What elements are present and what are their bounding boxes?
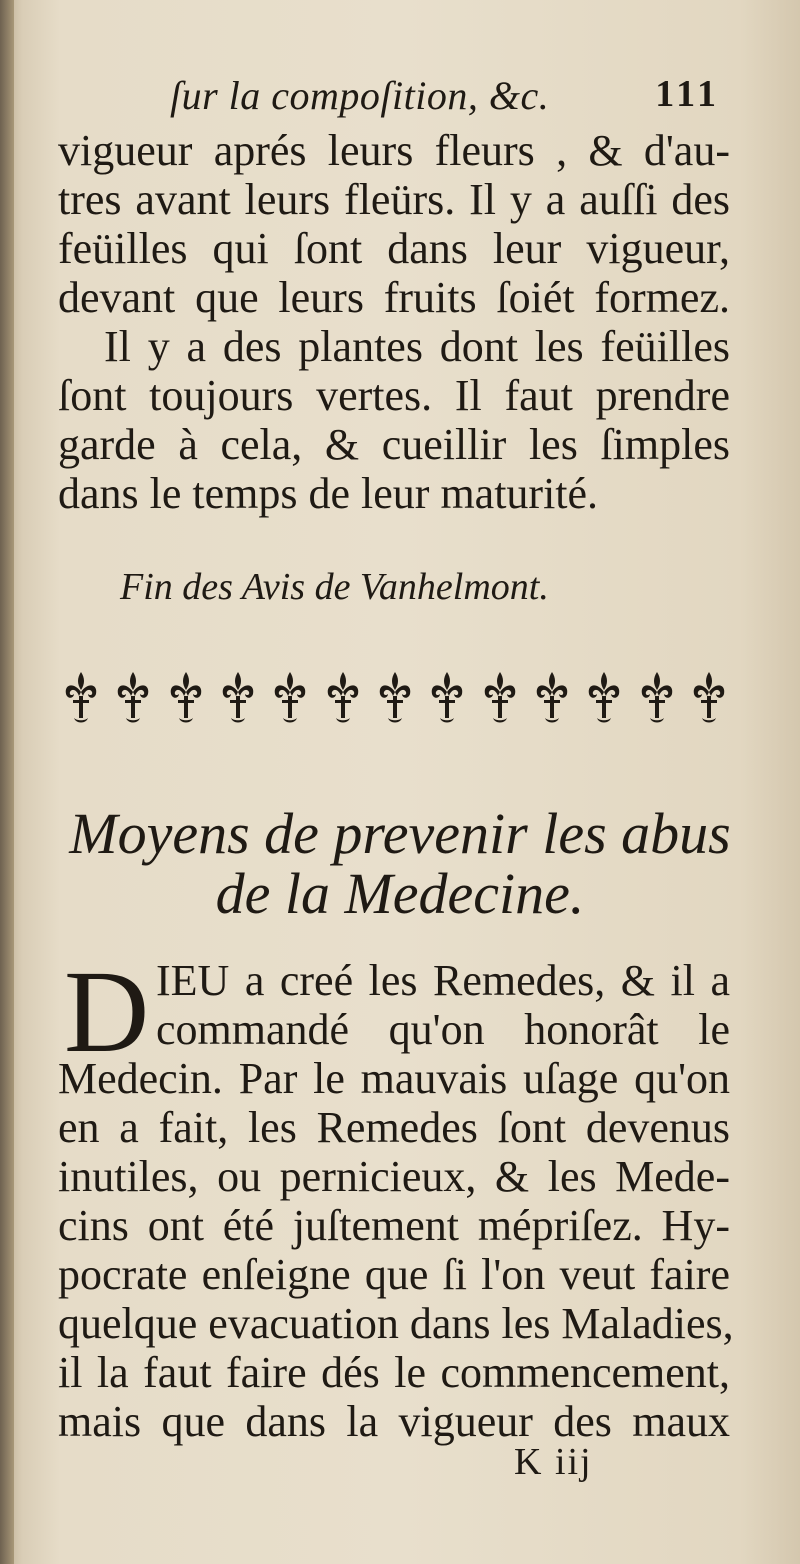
fleur-de-lis-icon	[374, 666, 416, 730]
fleur-de-lis-icon	[165, 666, 207, 730]
fleur-de-lis-icon	[426, 666, 468, 730]
signature-mark: K iij	[514, 1441, 593, 1483]
text-line: mais que dans la vigueur des maux	[58, 1397, 730, 1446]
fleuron-ornament-band	[60, 662, 730, 734]
running-title: ſur la compoſition, &c.	[170, 73, 550, 118]
text-line: commandé qu'on honorât le	[156, 1005, 730, 1054]
section-title-line-1: Moyens de prevenir les abus	[69, 801, 731, 866]
text-line: dans le temps de leur maturité.	[58, 469, 599, 518]
fleur-de-lis-icon	[217, 666, 259, 730]
text-line: IEU a creé les Remedes, & il a	[156, 956, 730, 1005]
text-line: ſont toujours vertes. Il faut prendre	[58, 371, 730, 420]
fleur-de-lis-icon	[269, 666, 311, 730]
paragraph-2	[58, 946, 734, 1446]
fleur-de-lis-icon	[531, 666, 573, 730]
section-title-line-2: de la Medecine.	[215, 861, 585, 926]
text-line: Medecin. Par le mauvais uſage qu'on	[58, 1054, 730, 1103]
fleur-de-lis-icon	[479, 666, 521, 730]
text-line: tres avant leurs fleürs. Il y a auſſi des	[58, 175, 730, 224]
drop-cap: D	[64, 946, 150, 1077]
fleur-de-lis-icon	[583, 666, 625, 730]
text-line: garde à cela, & cueillir les ſimples	[58, 420, 730, 469]
binding-gutter	[0, 0, 14, 1564]
text-line: devant que leurs fruits ſoiét formez.	[58, 273, 730, 322]
text-line: Il y a des plantes dont les feüilles	[104, 322, 730, 371]
text-line: feüilles qui ſont dans leur vigueur,	[58, 224, 730, 273]
fleur-de-lis-icon	[688, 666, 730, 730]
fleur-de-lis-icon	[322, 666, 364, 730]
text-line: il la faut faire dés le commencement,	[58, 1348, 730, 1397]
text-line: pocrate enſeigne que ſi l'on veut faire	[58, 1250, 730, 1299]
fleur-de-lis-icon	[636, 666, 678, 730]
text-line: inutiles, ou pernicieux, & les Mede-	[58, 1152, 730, 1201]
text-line: en a fait, les Remedes ſont devenus	[58, 1103, 730, 1152]
fin-line: Fin des Avis de Vanhelmont.	[120, 566, 549, 608]
page-header	[90, 72, 720, 122]
paragraph-1	[58, 126, 730, 518]
fleur-de-lis-icon	[112, 666, 154, 730]
text-line: vigueur aprés leurs fleurs , & d'au-	[58, 126, 730, 175]
text-line: quelque evacuation dans les Maladies,	[58, 1299, 734, 1348]
text-line: cins ont été juſtement mépriſez. Hy-	[58, 1201, 730, 1250]
page-number: 111	[655, 73, 720, 115]
fleur-de-lis-icon	[60, 666, 102, 730]
